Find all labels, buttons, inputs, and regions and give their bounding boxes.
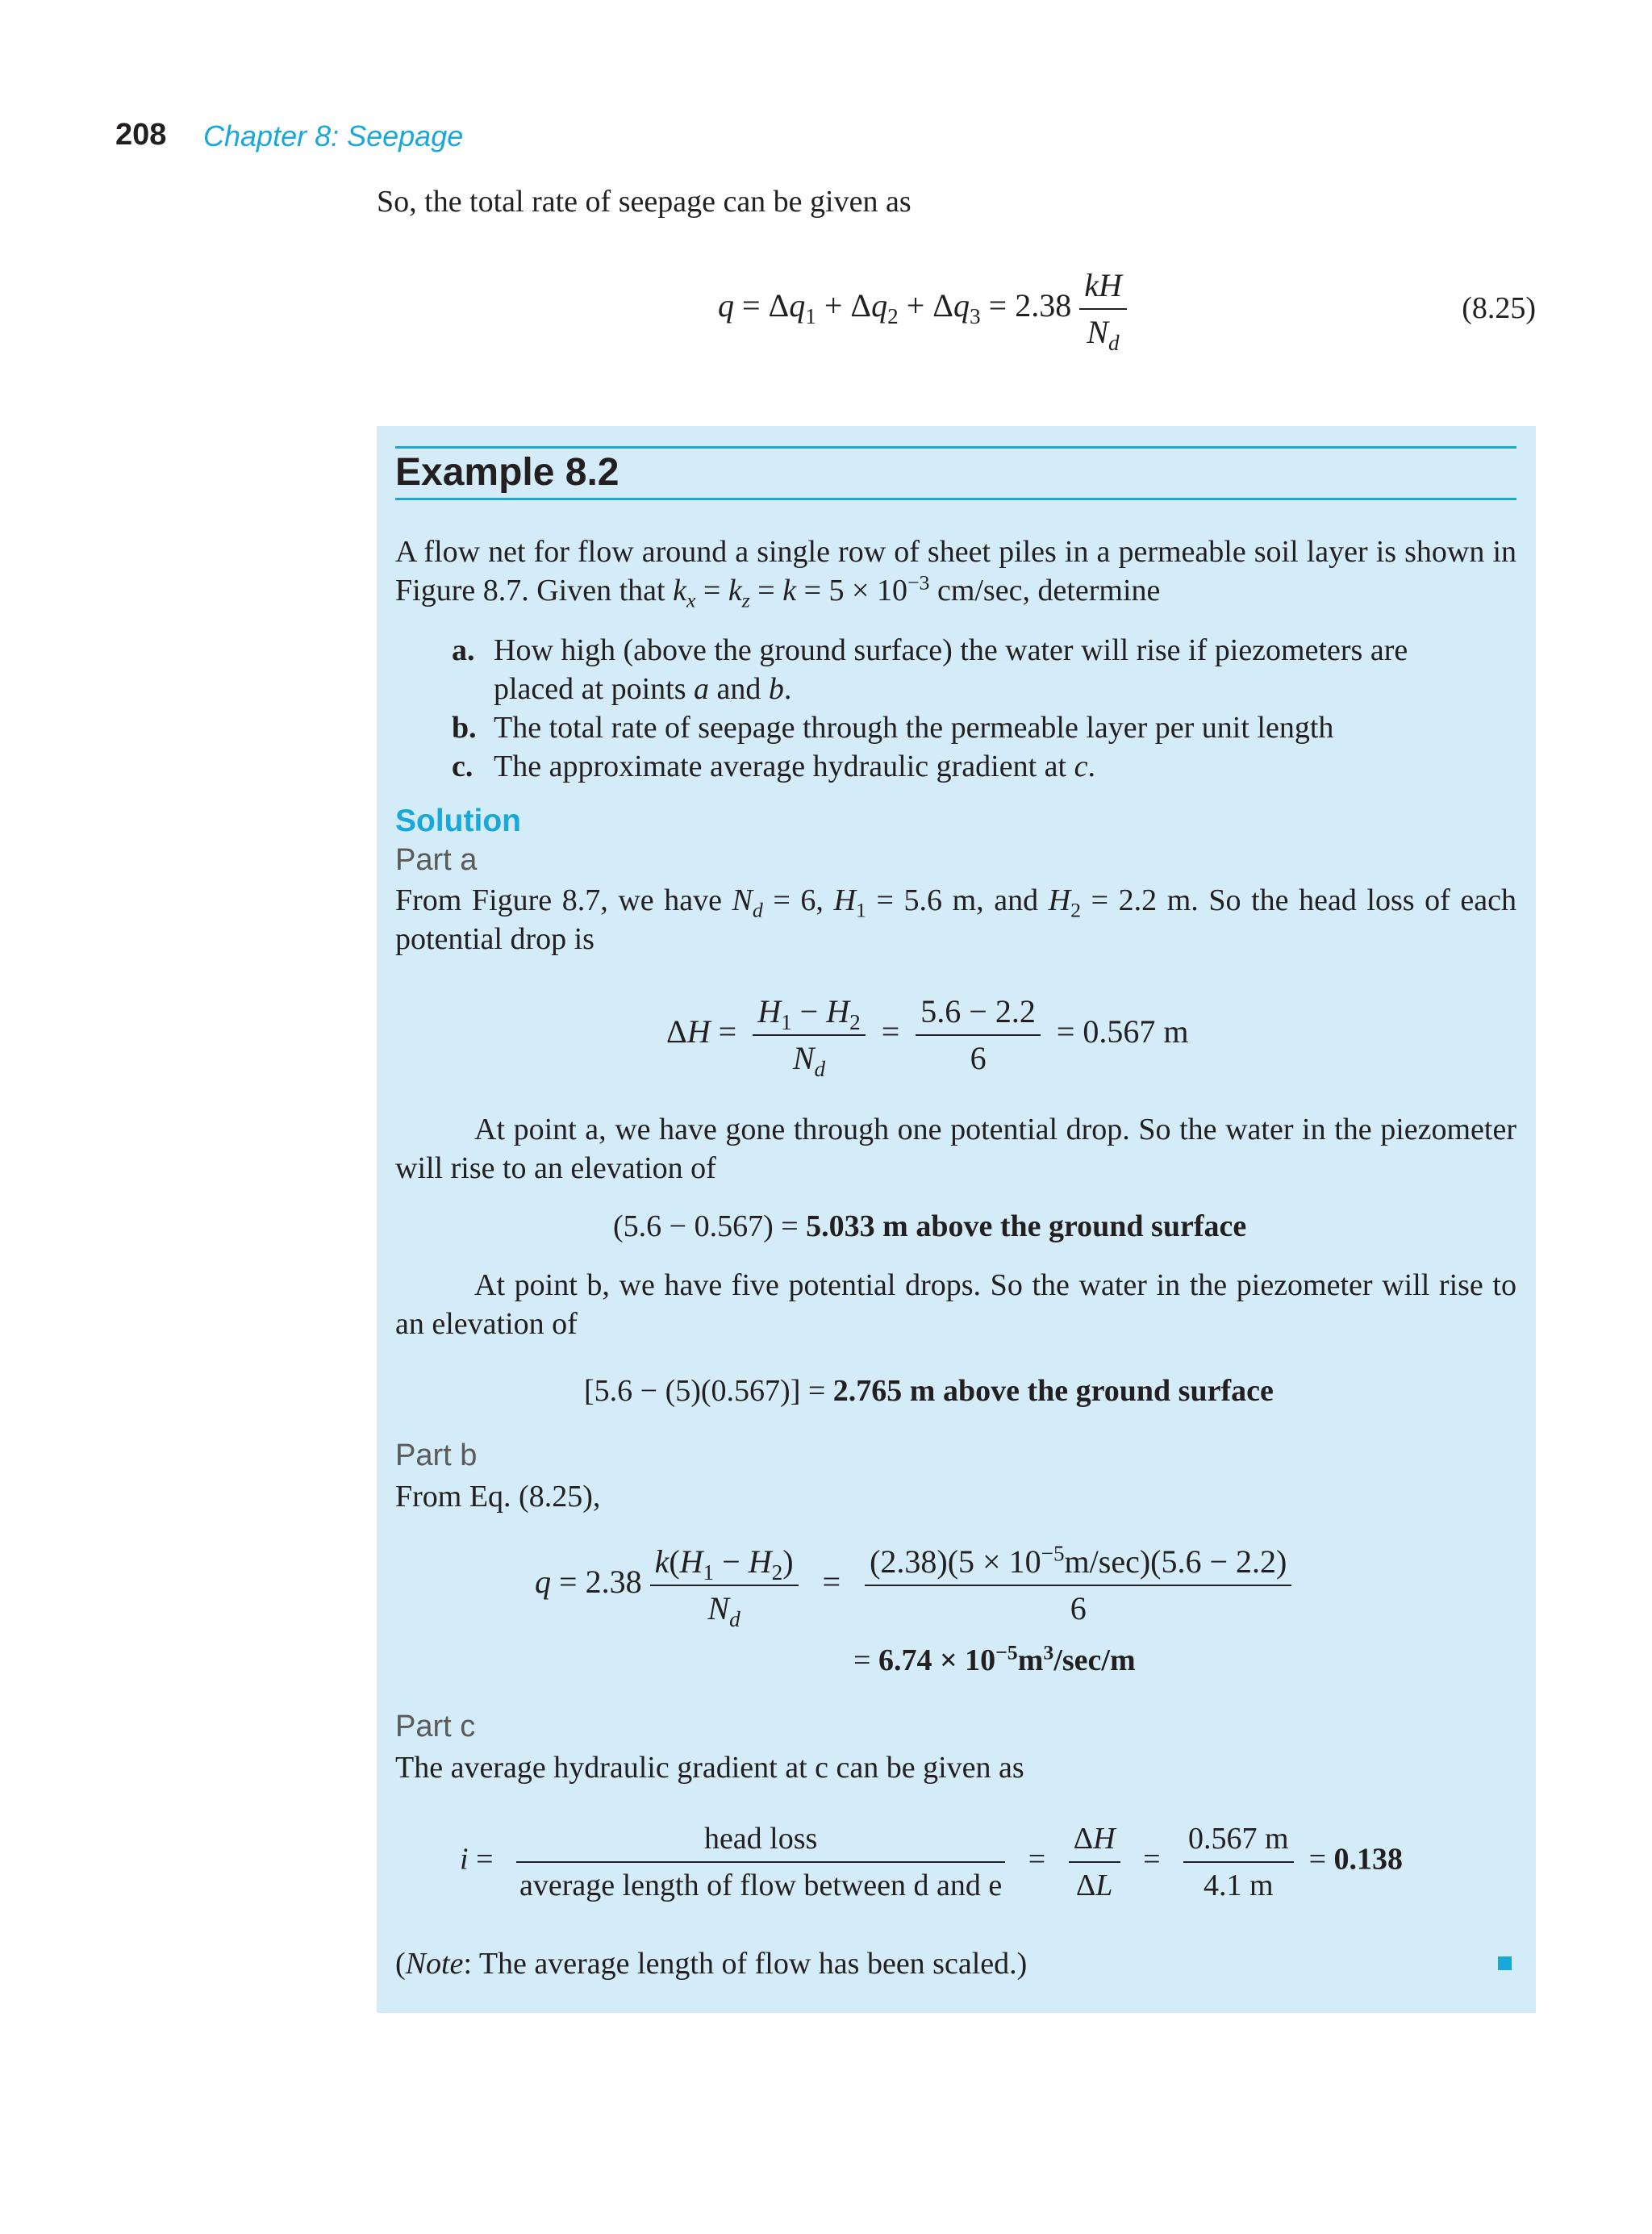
intro-text: So, the total rate of seepage can be given as	[377, 185, 912, 219]
delta-h-result: = 0.567 m	[1056, 1013, 1189, 1050]
gradient-result: 0.138	[1333, 1842, 1404, 1877]
q-numerator: (2.38)(5 × 10	[870, 1543, 1041, 1580]
part-b-intro: From Eq. (8.25),	[395, 1480, 601, 1514]
gradient-numerator-value: 0.567 m	[1183, 1819, 1294, 1863]
example-rule-bottom	[395, 498, 1516, 500]
point-a-expression: (5.6 − 0.567) =	[613, 1209, 799, 1243]
example-rule-top	[395, 446, 1516, 449]
problem-statement: A flow net for flow around a single row of sheet piles in a permeable soil layer is shown in Figure 8.7. Given that $k_x = k_z = k = 5 \times 10^{-3}$ cm/sec, determine	[395, 535, 1517, 612]
list-item-a: a. How high (above the ground surface) the water will rise if piezometers are placed at points a and b.	[452, 631, 1516, 708]
point-b-text: At point b, we have five potential drops. So the water in the piezometer will rise to an elevation of	[395, 1268, 1516, 1341]
eq-coefficient: 2.38	[1015, 287, 1072, 324]
problem-line-2-prefix: in Figure 8.7. Given that	[395, 535, 1517, 608]
gradient-numerator-text: head loss	[516, 1819, 1005, 1863]
part-a-intro-text: From Figure 8.7, we have	[395, 883, 722, 917]
list-item-b	[452, 708, 1516, 747]
note-text: The average length of flow has been scaled.)	[478, 1947, 1028, 1981]
point-b-result	[584, 1372, 1274, 1410]
solution-heading: Solution	[395, 804, 521, 838]
problem-line-2-suffix: cm/sec, determine	[937, 574, 1161, 608]
part-a-intro-tail: So the head loss of each potential drop is	[395, 883, 1516, 956]
page-number: 208	[115, 118, 167, 152]
q-result: = $6.74 \times 10^{-5}m^3/\sec/m$	[853, 1640, 1136, 1677]
part-a-heading: Part a	[395, 843, 478, 877]
gradient-denominator-value: 4.1 m	[1204, 1869, 1274, 1902]
list-text-b: The total rate of seepage through the permeable layer per unit length	[494, 711, 1334, 745]
point-a-text: At point a, we have gone through one potential drop. So the water in the piezometer will rise to an elevation of	[395, 1113, 1516, 1185]
q-result-unit: m	[1017, 1643, 1044, 1677]
part-c-heading: Part c	[395, 1710, 476, 1743]
delta-h-numerator: 5.6 − 2.2	[916, 992, 1041, 1036]
list-label-b: b.	[452, 711, 477, 745]
end-of-example-mark	[1498, 1956, 1512, 1970]
list-item-c: c. The approximate average hydraulic gradient at c.	[452, 747, 1516, 786]
delta-h-denominator: 6	[970, 1040, 987, 1076]
q-denominator: 6	[1070, 1590, 1087, 1626]
point-b-answer: 2.765 m above the ground surface	[832, 1374, 1274, 1408]
problem-line-1: A flow net for flow around a single row of sheet piles in a permeable soil layer is shown	[395, 535, 1485, 569]
list-label-c: c.	[452, 750, 473, 783]
point-a-result	[613, 1207, 1246, 1246]
gradient-denominator-text: average length of flow between d and e	[519, 1869, 1003, 1902]
q-numerator-tail: m/sec)(5.6 − 2.2)	[1064, 1543, 1287, 1580]
example-title: Example 8.2	[395, 451, 620, 494]
running-head: Chapter 8: Seepage	[203, 119, 464, 152]
point-a-answer: 5.033 m above the ground surface	[806, 1209, 1247, 1243]
part-b-heading: Part b	[395, 1439, 478, 1472]
equation-number: (8.25)	[1462, 291, 1536, 325]
equation-delta-h: ΔH = $\frac{H_1 - H_2}{N_d}$ = $\frac{5.6 - 2.2}{6}$ = 0.567 m	[666, 993, 1189, 1081]
part-c-intro: The average hydraulic gradient at c can be given as	[395, 1751, 1024, 1785]
list-text-c: The approximate average hydraulic gradient at	[494, 750, 1067, 783]
list-text-a-2: placed at points	[494, 672, 686, 706]
equation-8-25: $q = \Delta q_1 + \Delta q_2 + \Delta q_3 = 2.38$ $\frac{kH}{N_d}$	[718, 266, 1127, 352]
part-a-intro: From Figure 8.7, we have $N_d = 6$, $H_1 = 5.6$ m, and $H_2 = 2.2$ m. So the head loss of each potential drop is	[395, 883, 1516, 956]
note: (Note: The average length of flow has been scaled.)	[395, 1947, 1028, 1981]
equation-q: q = 2.38 $\frac{k(H_1 - H_2)}{N_d}$ = $\frac{(2.38)(5 \times 10^{-5}m/\sec)(5.6 - 2.2)}{6}$	[535, 1543, 1291, 1628]
equation-gradient: i = $\frac{\text{head loss}}{\text{average length of flow between d and e}}$ = $\frac{\Delta H}{\Delta L}$ = $\frac{0.567 m}{4.1 m}$ = 0.138	[460, 1819, 1403, 1905]
q-coefficient: 2.38	[585, 1564, 642, 1601]
list-text-a: How high (above the ground surface) the water will rise if piezometers are	[494, 633, 1408, 667]
q-result-value: 6.74 × 10	[878, 1643, 996, 1677]
point-b-expression: [5.6 − (5)(0.567)] =	[584, 1374, 826, 1408]
list-label-a: a.	[452, 633, 475, 667]
q-result-units: /sec/m	[1053, 1643, 1136, 1677]
